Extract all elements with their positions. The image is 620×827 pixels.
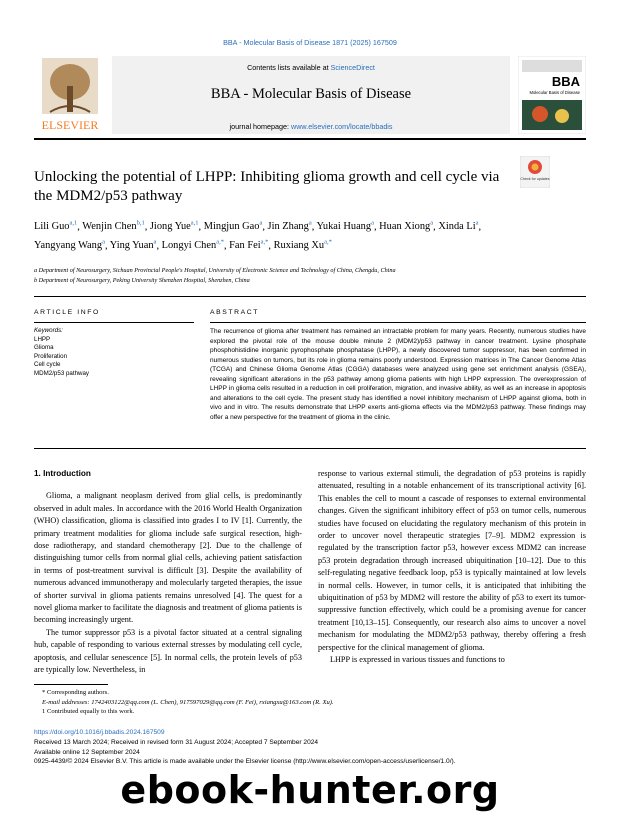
author[interactable]: Wenjin Chen$^{b,1}$: [82, 220, 145, 233]
sciencedirect-link[interactable]: ScienceDirect: [330, 63, 375, 72]
author-list: Lili Guo$^{a,1}$, Wenjin Chen$^{b,1}$, Jiong Yue$^{a,1}$, Mingjun Gao$^a$, Jin Zhang$^a$, Yukai Huang$^a$, Huan Xiong$^a$, Xinda Li$^a$, Yangyang Wang$^a$, Ying Yuan$^a$, Longyi Chen$^{a,*}$, Fan Fei$^{a,*}$, Ruxiang $Xu^{a,*}$: [34, 220, 482, 252]
section-rule: [34, 296, 586, 297]
article-info-heading: ARTICLE INFO: [34, 309, 100, 316]
publisher-name: ELSEVIER: [41, 118, 99, 132]
equal-contribution-note: 1 Contributed equally to this work.: [42, 708, 135, 716]
contents-line: [112, 63, 510, 72]
corresponding-note: * Corresponding authors.: [42, 689, 109, 696]
affiliations: [34, 266, 586, 286]
cover-subtitle: Molecular Basis of Disease: [529, 90, 580, 95]
author[interactable]: Yukai Huang$^a$: [316, 220, 374, 233]
abstract-rule: [210, 322, 586, 323]
footnotes: [34, 688, 586, 717]
journal-reference[interactable]: BBA - Molecular Basis of Disease 1871 (2025) 167509: [223, 38, 397, 47]
article-info-rule: [34, 322, 194, 323]
author[interactable]: Jin Zhang$^a$: [267, 220, 312, 233]
author[interactable]: Huan Xiong$^a$: [379, 220, 434, 233]
check-updates-label: Check for updates: [520, 177, 550, 181]
watermark: ebook-hunter.org: [120, 768, 500, 812]
keyword: Cell cycle: [34, 361, 61, 369]
author[interactable]: Lili Guo$^{a,1}$: [34, 220, 78, 233]
author[interactable]: Fan Fei$^{a,*}$: [229, 238, 269, 252]
affiliation: a Department of Neurosurgery, Sichuan Provincial People's Hospital, University of Electronic Science and Technology of China, Chengdu, China: [34, 267, 396, 274]
check-for-updates-icon[interactable]: [520, 156, 550, 188]
abstract-text: The recurrence of glioma after treatment has remained an intractable problem for many years. Recently, numerous studies have explored the pivotal role of the mouse double minute 2 (MDM2)/p53 pathway in cancer treatment. Lysine phosphate phosphohistidine inorganic pyrophosphate phosphatase (LHPP), a newly discovered tumor suppressor, has been confirmed in numerous studies on tumors, but its role in glioma remains poorly understood. Expression matrices in The Cancer Genome Atlas (TCGA) and Chinese Glioma Genome Atlas (CGGA) databases were analyzed using gene set enrichment analysis (GSEA), revealing significant alterations in the p53 pathway among glioma patients with high LHPP expression. The overexpression of LHPP in glioma cells resulted in a reduction in cell proliferation, migration, and invasive ability, as well as an increase in apoptosis and alterations to the cell cycle. The present study has identified a novel inhibitory mechanism of LHPP against glioma, both in vivo and in vitro. The results demonstrate that LHPP exerts anti-glioma effects via the MDM2/p53 pathway. These findings may offer a new perspective for the treatment of glioma in the clinic.: [210, 328, 586, 421]
elsevier-logo: [34, 56, 106, 134]
homepage-line: [112, 122, 510, 131]
keyword: Proliferation: [34, 352, 68, 360]
footnote-rule: [34, 684, 108, 685]
keywords-block: [34, 327, 194, 379]
abstract-end-rule: [34, 448, 586, 449]
author[interactable]: Longyi Chen$^{a,*}$: [161, 238, 224, 252]
author[interactable]: Ruxiang $Xu^{a,*}$: [273, 238, 332, 252]
body-column-left: [34, 468, 302, 677]
affiliation: b Department of Neurosurgery, Peking University Shenzhen Hospital, Shenzhen, China: [34, 277, 250, 284]
header-rule: [34, 138, 586, 140]
body-paragraph: Glioma, a malignant neoplasm derived from glial cells, is predominantly observed in adult males. In accordance with the 2016 World Health Organization (WHO) classification, glioma is classified into grades I to IV [1]. Currently, the primary treatment modalities for glioma include safe surgical resection, high-dose radiotherapy, and standard chemotherapy [2]. Due to the challenge of distinguishing tumor cells from normal glial cells, achieving patient satisfaction in terms of post-treatment survival is difficult [3]. Despite the availability of numerous advanced immunotherapy and molecularly targeted therapies, the issue of shorter survival in glioma patients remains unresolved [4]. The quest for a novel glioma marker to facilitate the diagnosis and treatment of glioma patients is becoming increasingly urgent.: [34, 491, 302, 625]
body-paragraph: LHPP is expressed in various tissues and functions to: [330, 655, 505, 665]
introduction-heading: 1. Introduction: [34, 469, 91, 478]
keyword: Glioma: [34, 344, 54, 352]
homepage-prefix: journal homepage:: [229, 122, 292, 131]
abstract-heading: ABSTRACT: [210, 309, 260, 316]
author[interactable]: Mingjun Gao$^a$: [203, 220, 263, 233]
journal-cover: [518, 56, 586, 134]
email-addresses[interactable]: E-mail addresses: 1742403122@qq.com (L. Chen), 917597029@qq.com (F. Fei), rxiangxu@163.com (R. Xu).: [42, 698, 334, 706]
journal-title: BBA - Molecular Basis of Disease: [210, 86, 412, 102]
keyword: MDM2/p53 pathway: [34, 369, 90, 377]
article-title: Unlocking the potential of LHPP: Inhibiting glioma growth and cell cycle via the MDM2/p53 pathway: [34, 169, 500, 204]
author[interactable]: Xinda Li$^a$: [438, 220, 479, 233]
article-metadata: [34, 728, 586, 767]
keyword: LHPP: [34, 335, 51, 343]
license-line: 0925-4439/© 2024 Elsevier B.V. This article is made available under the Elsevier license (http://www.elsevier.com/open-access/userlicense/1.0/).: [34, 758, 456, 766]
cover-title: BBA: [551, 74, 580, 89]
keywords-label: Keywords:: [34, 327, 63, 334]
contents-prefix: Contents lists available at: [247, 63, 331, 72]
body-column-right: [318, 468, 586, 667]
doi-link[interactable]: https://doi.org/10.1016/j.bbadis.2024.167509: [34, 729, 165, 736]
author[interactable]: Yangyang Wang$^a$: [34, 238, 105, 252]
author[interactable]: Ying Yuan$^a$: [109, 238, 157, 252]
body-paragraph: The tumor suppressor p53 is a pivotal factor situated at a central signaling hub, capable of responding to various external stresses by modulating cell cycle, apoptosis, and cellular senescence [5]. In normal cells, the protein levels of p53 are typically low. Nevertheless, in: [34, 627, 302, 675]
available-online: Available online 12 September 2024: [34, 748, 140, 756]
received-dates: Received 13 March 2024; Received in revised form 31 August 2024; Accepted 7 September 2024: [34, 738, 319, 746]
body-paragraph: response to various external stimuli, the degradation of p53 proteins is rapidly attenuated, resulting in a notable enhancement of its transcriptional activity [6]. This enables the cell to mount a cascade of responses to external environmental changes. Given the significant inhibitory effect of p53 on tumor cells, numerous studies have focused on elucidating the regulatory mechanism of this protein in order to uncover novel therapeutic strategies [7–9]. MDM2 expression is regulated by the transcription factor p53, however excess MDM2 can increase p53 protein degradation through increased ubiquitination [10–12]. Due to this self-regulating negative feedback loop, p53 is typically maintained at low levels in normal cells. However, in tumor cells, it is anticipated that inhibiting the ubiquitination of p53 by MDM2 will restore the ability of p53 to exert its tumor-suppressive function effectively, which could be a promising avenue for cancer treatment [10,13–15]. Consequently, our research also aims to uncover a novel mechanism for modulating the MDM2/p53 pathway, thereby offering a fresh perspective for the clinical management of glioma.: [318, 469, 586, 652]
author[interactable]: Jiong Yue$^{a,1}$: [149, 220, 199, 233]
homepage-link[interactable]: www.elsevier.com/locate/bbadis: [291, 122, 393, 131]
